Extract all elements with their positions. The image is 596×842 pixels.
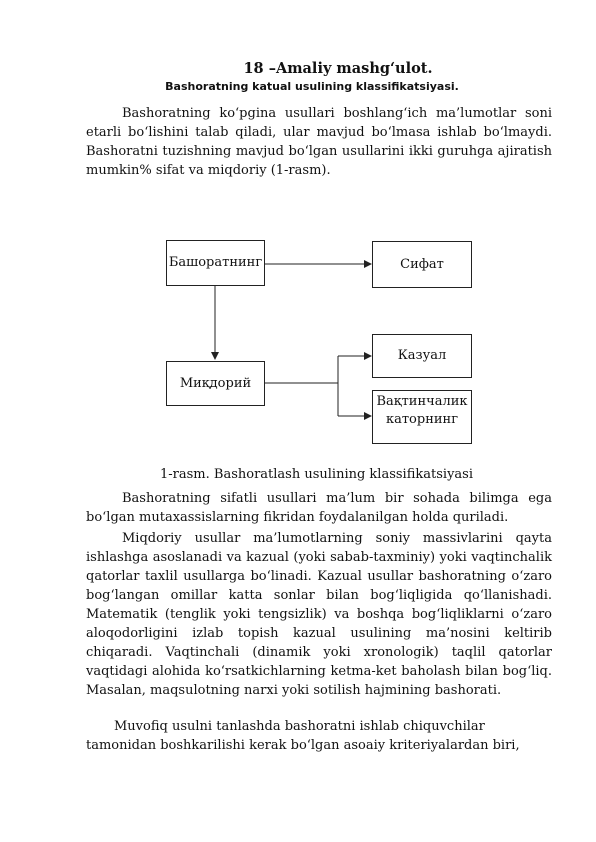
box-root: Башоратнинг — [166, 240, 265, 286]
page-subtitle: Bashoratning katual usulining klassifikatsiyasi. — [165, 80, 459, 93]
paragraph-quantitative: Miqdoriy usullar ma’lumotlarning soniy massivlarini qayta ishlashga asoslanadi va kazual (yoki sabab-taxminiy) yoki vaqtinchalik qatorlar taxlil usullarga bo‘linadi. Kazual usullar bashoratning o‘zaro bog‘langan omillar katta sonlar bilan bog‘liqligida qo‘llanishadi. Matematik (tenglik yoki tengsizlik) va boshqa bog‘liqliklarni o‘zaro aloqodorligini izlab topish kazual usulining ma’nosini keltirib chiqaradi. Vaqtinchali (dinamik yoki xronologik) taqlil qatorlar vaqtidagi alohida ko‘rsatkichlarning ketma-ket baholash bilan bog‘liq. Masalan, maqsulotning narxi yoki sotilish hajmining bashorati. — [86, 531, 552, 698]
box-temporal: Вақтинчалик каторнинг — [372, 390, 472, 444]
paragraph-selection: Muvofiq usulni tanlashda bashoratni ishlab chiquvchilar tamonidan boshkarilishi kerak bo‘lgan asoaiy kriteriyalardan biri, — [86, 719, 520, 753]
box-quantity: Миқдорий — [166, 361, 265, 406]
paragraph-qualitative: Bashoratning sifatli usullari ma’lum bir sohada bilimga ega bo‘lgan mutaxassislarning fikridan foydalanilgan holda quriladi. — [86, 491, 552, 525]
intro-paragraph: Bashoratning ko‘pgina usullari boshlang‘ich ma’lumotlar soni etarli bo‘lishini talab qiladi, ular mavjud bo‘lmasa ishlab bo‘lmaydi. Bashoratni tuzishning mavjud bo‘lgan usullarini ikki guruhga ajiratish mumkin% sifat va miqdoriy (1-rasm). — [86, 106, 552, 178]
page-title: 18 –Amaliy mashg‘ulot. — [243, 60, 433, 77]
box-quality: Сифат — [372, 241, 472, 288]
figure-caption: 1-rasm. Bashoratlash usulining klassifikatsiyasi — [160, 467, 473, 482]
box-causal: Казуал — [372, 334, 472, 378]
